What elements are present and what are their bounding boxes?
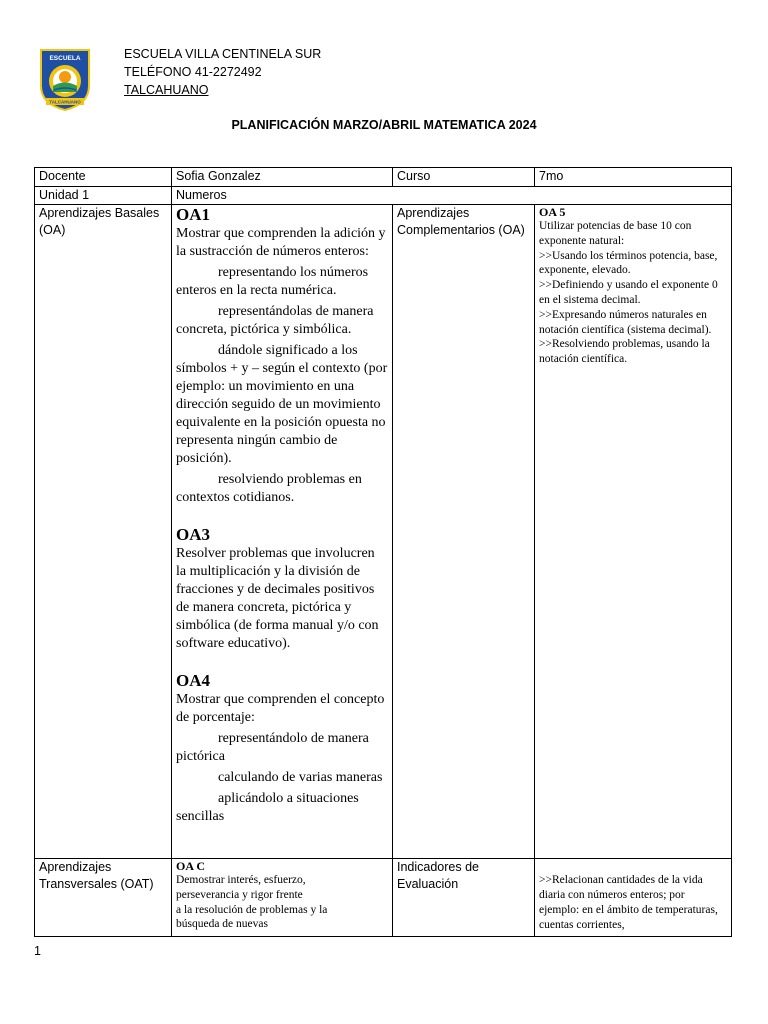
oa3-block bbox=[176, 525, 388, 653]
oa1-heading: OA1 bbox=[176, 205, 210, 224]
basales-label: Aprendizajes Basales (OA) bbox=[35, 205, 172, 859]
curso-label: Curso bbox=[393, 168, 535, 187]
oa4-item: aplicándolo a situaciones sencillas bbox=[176, 791, 359, 824]
oa5-line: >>Definiendo y usando el exponente 0 en el sistema decimal. bbox=[539, 279, 718, 306]
oa1-item: representándolas de manera concreta, pictórica y simbólica. bbox=[176, 304, 374, 337]
oa4-item: calculando de varias maneras bbox=[218, 770, 383, 785]
oa5-heading: OA 5 bbox=[539, 205, 566, 219]
table-row bbox=[35, 168, 732, 187]
indicator-text: >>Relacionan cantidades de la vida diaria con números enteros; por ejemplo: en el ámbito de temperaturas, cuentas corrientes, bbox=[539, 874, 718, 931]
crest-top-text: ESCUELA bbox=[49, 55, 81, 62]
oa1-text: Mostrar que comprenden la adición y la sustracción de números enteros: bbox=[176, 226, 386, 259]
school-crest-icon bbox=[38, 46, 92, 112]
docente-label: Docente bbox=[35, 168, 172, 187]
table-row bbox=[35, 205, 732, 859]
planning-table bbox=[34, 167, 732, 937]
oa4-text: Mostrar que comprenden el concepto de porcentaje: bbox=[176, 692, 385, 725]
oa5-line: >>Resolviendo problemas, usando la notación científica. bbox=[539, 338, 710, 366]
oac-heading: OA C bbox=[176, 859, 206, 873]
table-row bbox=[35, 859, 732, 937]
transversales-content bbox=[172, 859, 393, 937]
school-info bbox=[124, 45, 321, 99]
oa1-item: dándole significado a los símbolos + y – según el contexto (por ejemplo: un movimiento en una dirección seguido de un movimiento equivalente en la posición opuesta no representa ningún cambio de posición). bbox=[176, 343, 388, 466]
school-name: ESCUELA VILLA CENTINELA SUR bbox=[124, 47, 322, 61]
page-number: 1 bbox=[34, 944, 41, 958]
oac-line: búsqueda de nuevas bbox=[176, 918, 268, 931]
document-title: PLANIFICACIÓN MARZO/ABRIL MATEMATICA 2024 bbox=[231, 118, 537, 132]
curso-value: 7mo bbox=[535, 168, 732, 187]
oa4-item: representándolo de manera pictórica bbox=[176, 731, 369, 764]
oac-line: perseverancia y rigor frente bbox=[176, 888, 303, 901]
indicadores-label: Indicadores de Evaluación bbox=[393, 859, 535, 937]
crest-bottom-text: TALCAHUANO bbox=[49, 99, 81, 105]
docente-value: Sofia Gonzalez bbox=[172, 168, 393, 187]
oa4-heading: OA4 bbox=[176, 671, 210, 690]
oa1-block bbox=[176, 205, 388, 507]
oa3-heading: OA3 bbox=[176, 525, 210, 544]
transversales-label: Aprendizajes Transversales (OAT) bbox=[35, 859, 172, 937]
unidad-value: Numeros bbox=[172, 187, 732, 205]
oa3-text: Resolver problemas que involucren la multiplicación y la división de fracciones y de decimales positivos de manera concreta, pictórica y simbólica (de forma manual y/o con software educativo). bbox=[176, 546, 379, 651]
oac-line: a la resolución de problemas y la bbox=[176, 903, 328, 916]
oa5-text: Utilizar potencias de base 10 con exponente natural: bbox=[539, 220, 692, 247]
school-phone: TELÉFONO 41-2272492 bbox=[124, 65, 262, 79]
complementarios-content bbox=[535, 205, 732, 859]
oa4-block bbox=[176, 671, 388, 826]
oa5-line: >>Expresando números naturales en notación científica (sistema decimal). bbox=[539, 308, 712, 336]
basales-content bbox=[172, 205, 393, 859]
oac-line: Demostrar interés, esfuerzo, bbox=[176, 874, 306, 886]
oa5-line: >>Usando los términos potencia, base, exponente, elevado. bbox=[539, 249, 718, 277]
oa1-item: resolviendo problemas en contextos cotidianos. bbox=[176, 472, 362, 505]
indicadores-content bbox=[535, 859, 732, 937]
unidad-label: Unidad 1 bbox=[35, 187, 172, 205]
school-city: TALCAHUANO bbox=[124, 83, 209, 97]
table-row bbox=[35, 187, 732, 205]
oa1-item: representando los números enteros en la recta numérica. bbox=[176, 265, 369, 298]
complementarios-label: Aprendizajes Complementarios (OA) bbox=[393, 205, 535, 859]
